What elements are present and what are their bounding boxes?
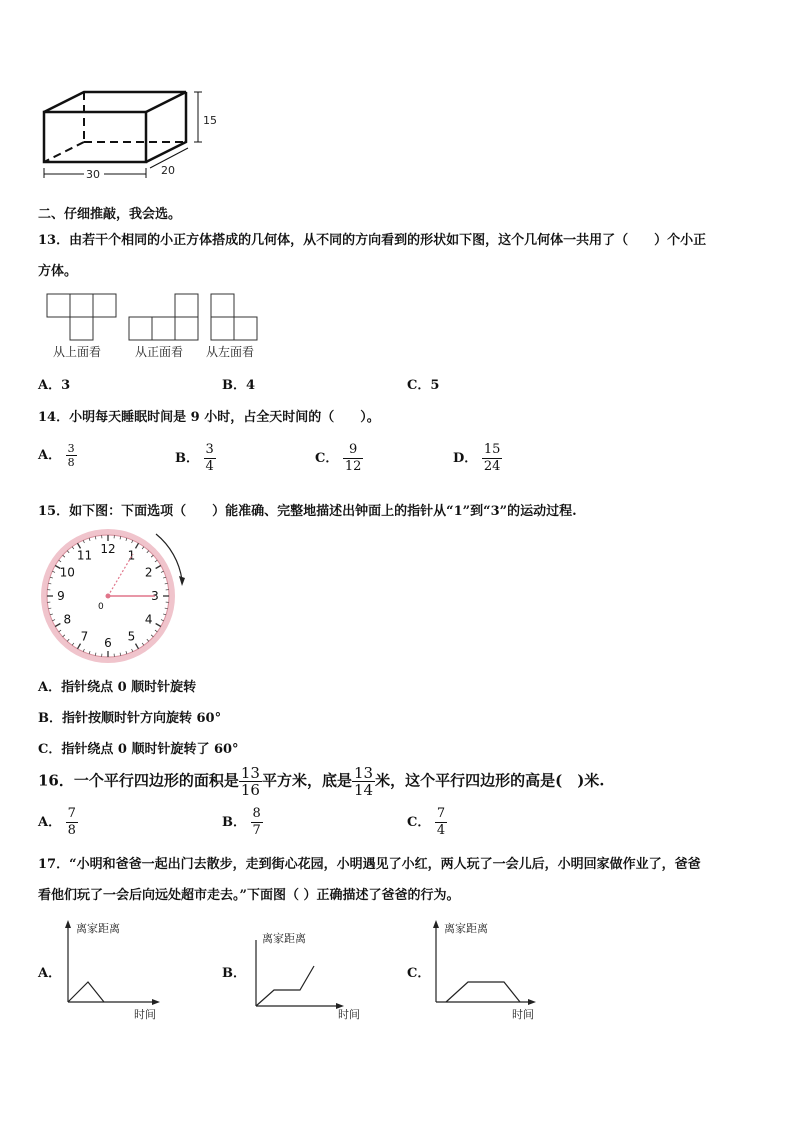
q16-option-c[interactable] [407, 806, 447, 839]
numerator: 3 [205, 442, 214, 457]
q16-stem-part3: 米，这个平行四边形的高是( )米. [375, 771, 605, 790]
option-label: B． [175, 451, 199, 466]
clock-number: 1 [127, 548, 136, 563]
q17-option-c-label[interactable]: C． [407, 966, 431, 981]
denominator: 4 [436, 823, 446, 838]
section-title: 二、仔细推敲，我会选。 [38, 207, 182, 222]
q16-stem-part2: 平方米，底是 [261, 771, 352, 790]
clock-number: 12 [100, 542, 116, 556]
option-label: A． [38, 815, 62, 830]
q15-option-b[interactable]: B．指针按顺时针方向旋转 60° [38, 711, 222, 726]
clock-number: 11 [76, 548, 93, 563]
denominator: 7 [252, 823, 261, 838]
cuboid-figure [38, 86, 218, 186]
clock-number: 3 [151, 589, 159, 603]
clock-figure [38, 528, 198, 668]
denominator: 24 [483, 459, 501, 474]
area-fraction [239, 765, 262, 798]
graph-c-xlabel: 时间 [512, 1008, 534, 1021]
clock-number: 6 [104, 636, 112, 650]
q16-option-b[interactable] [222, 806, 263, 839]
q16-option-a[interactable] [38, 806, 78, 839]
q16-stem-part1: 16．一个平行四边形的面积是 [38, 771, 239, 790]
q13-option-c[interactable]: C．5 [407, 378, 440, 393]
fraction [343, 442, 364, 475]
numerator: 15 [483, 442, 501, 457]
q14-option-d[interactable] [453, 442, 502, 475]
fraction [251, 806, 263, 839]
q16-stem [38, 765, 605, 798]
clock-number: 5 [127, 629, 136, 644]
fraction [66, 806, 78, 839]
denominator: 16 [240, 781, 260, 799]
numerator: 13 [354, 764, 374, 782]
q15-stem: 15．如下图：下面选项（ ）能准确、完整地描述出钟面上的指针从“1”到“3”的运动过程. [38, 504, 577, 519]
clock-number: 10 [59, 565, 75, 580]
base-fraction [352, 765, 375, 798]
numerator: 13 [240, 764, 260, 782]
fraction [204, 442, 216, 475]
numerator: 8 [252, 806, 261, 821]
q13-stem-line2: 方体。 [38, 264, 78, 279]
view-label-top: 从上面看 [53, 345, 102, 359]
clock-center-label: 0 [98, 602, 104, 612]
numerator: 7 [436, 806, 446, 821]
q13-views-figure [40, 290, 280, 362]
denominator: 4 [205, 459, 214, 474]
clock-number: 7 [80, 629, 89, 644]
q15-option-a[interactable]: A．指针绕点 0 顺时针旋转 [38, 680, 197, 695]
clock-number: 9 [57, 589, 65, 603]
option-label: D． [453, 451, 478, 466]
clock-number: 4 [144, 612, 153, 627]
graph-b-ylabel: 离家距离 [262, 932, 306, 945]
q14-option-b[interactable] [175, 442, 216, 475]
fraction [435, 806, 447, 839]
q17-graph-a[interactable] [62, 918, 172, 1024]
q14-stem: 14．小明每天睡眠时间是 9 小时，占全天时间的（ ）。 [38, 410, 380, 425]
view-label-front: 从正面看 [135, 345, 184, 359]
fraction [482, 442, 503, 475]
option-label: C． [407, 815, 431, 830]
denominator: 12 [344, 459, 362, 474]
fraction [66, 442, 77, 469]
numerator: 3 [67, 442, 75, 455]
q17-stem-line2: 看他们玩了一会后向远处超市走去。”下面图（ ）正确描述了爸爸的行为。 [38, 888, 460, 903]
option-label: C． [315, 451, 339, 466]
graph-c-ylabel: 离家距离 [444, 922, 488, 935]
graph-a-ylabel: 离家距离 [76, 922, 120, 935]
width-label: 20 [161, 164, 175, 177]
graph-a-xlabel: 时间 [134, 1008, 156, 1021]
q17-option-a-label[interactable]: A． [38, 966, 62, 981]
q13-option-b[interactable]: B．4 [222, 378, 256, 393]
option-label: A． [38, 448, 62, 463]
q13-option-a[interactable]: A．3 [38, 378, 71, 393]
view-label-left: 从左面看 [206, 345, 255, 359]
q17-graph-b[interactable] [248, 926, 368, 1024]
numerator: 7 [67, 806, 76, 821]
denominator: 14 [354, 781, 374, 799]
length-label: 30 [86, 168, 100, 181]
q17-option-b-label[interactable]: B． [222, 966, 246, 981]
numerator: 9 [343, 442, 364, 459]
q13-stem-line1: 13．由若干个相同的小正方体搭成的几何体，从不同的方向看到的形状如下图，这个几何体一共用了（ ）个小正 [38, 233, 707, 248]
clock-number: 8 [63, 612, 72, 627]
q17-graph-c[interactable] [430, 918, 550, 1024]
q14-option-a[interactable] [38, 442, 77, 469]
q15-option-c[interactable]: C．指针绕点 0 顺时针旋转了 60° [38, 742, 239, 757]
graph-b-xlabel: 时间 [338, 1008, 360, 1021]
denominator: 8 [67, 456, 75, 469]
denominator: 8 [67, 823, 76, 838]
q17-stem-line1: 17．“小明和爸爸一起出门去散步，走到街心花园，小明遇见了小红，两人玩了一会儿后，小明回家做作业了，爸爸 [38, 857, 701, 872]
clock-number: 2 [144, 565, 153, 580]
option-label: B． [222, 815, 246, 830]
height-label: 15 [203, 114, 217, 127]
q14-option-c[interactable] [315, 442, 363, 475]
